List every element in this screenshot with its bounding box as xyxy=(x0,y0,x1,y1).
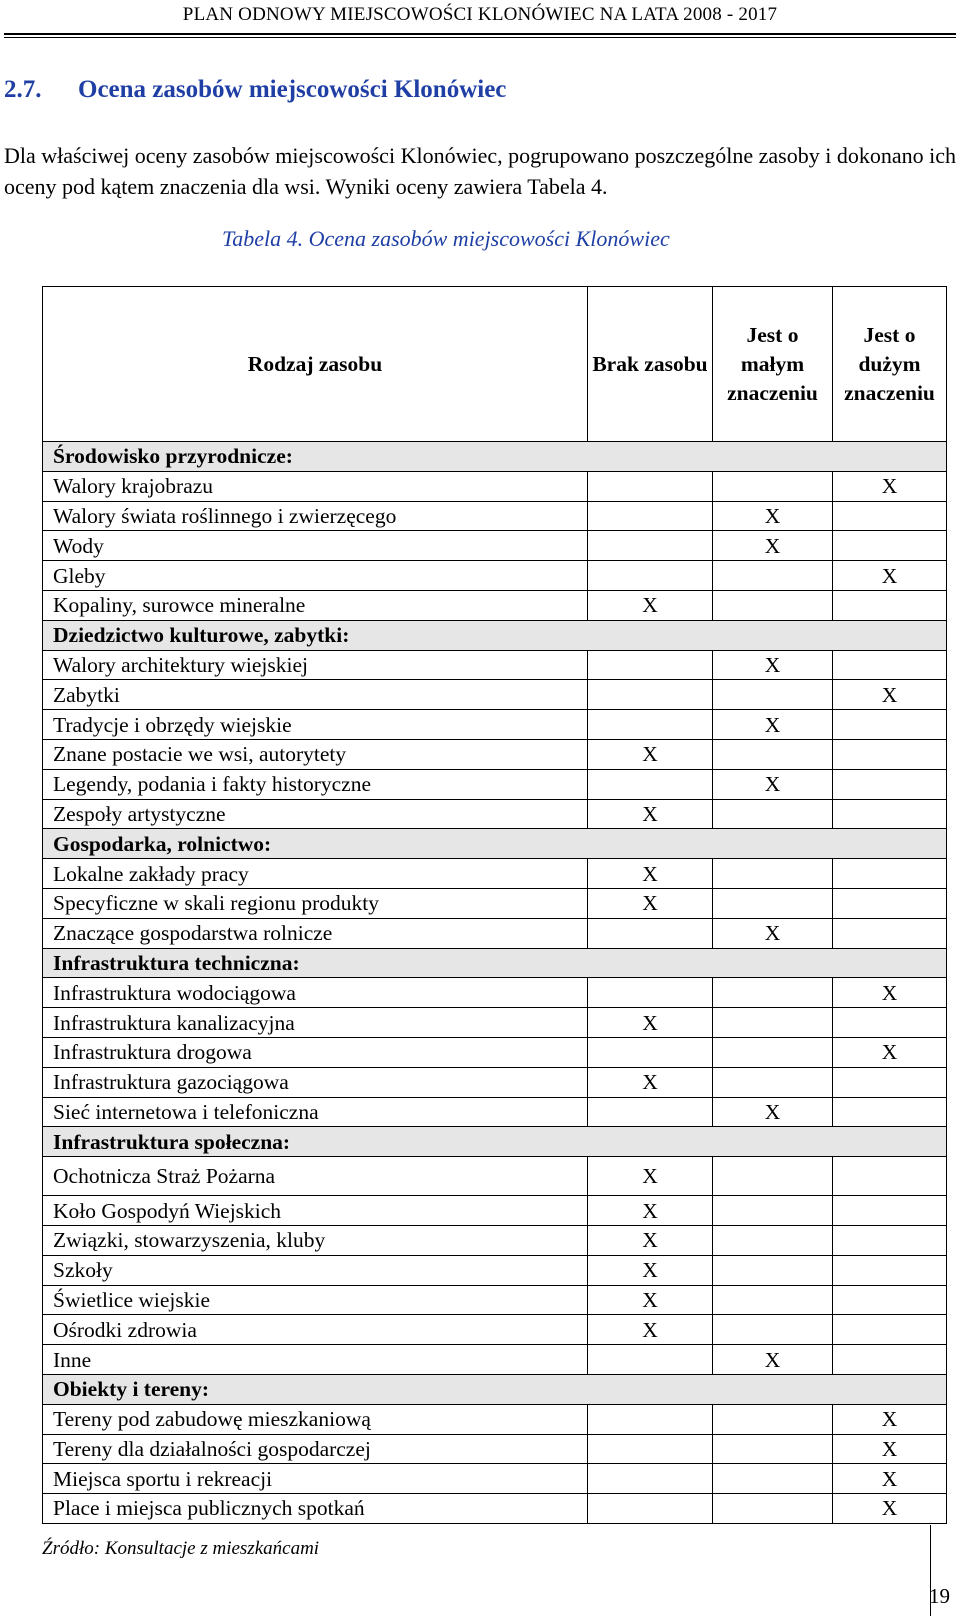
mark-high xyxy=(833,590,947,620)
mark-none xyxy=(588,1345,713,1375)
mark-none xyxy=(588,1434,713,1464)
mark-none xyxy=(588,978,713,1008)
mark-high xyxy=(833,739,947,769)
resource-label: Znaczące gospodarstwa rolnicze xyxy=(43,918,588,948)
mark-high: X xyxy=(833,1037,947,1067)
mark-low xyxy=(713,471,833,501)
mark-low: X xyxy=(713,769,833,799)
mark-none: X xyxy=(588,799,713,829)
mark-low xyxy=(713,680,833,710)
group-label: Infrastruktura społeczna: xyxy=(43,1127,947,1157)
resource-label: Miejsca sportu i rekreacji xyxy=(43,1464,588,1494)
group-label: Gospodarka, rolnictwo: xyxy=(43,829,947,859)
mark-high xyxy=(833,710,947,740)
table-caption: Tabela 4. Ocena zasobów miejscowości Klonówiec xyxy=(222,226,670,251)
resource-label: Walory architektury wiejskiej xyxy=(43,650,588,680)
resource-label: Lokalne zakłady pracy xyxy=(43,859,588,889)
mark-none xyxy=(588,918,713,948)
resource-label: Świetlice wiejskie xyxy=(43,1285,588,1315)
table-body xyxy=(43,442,947,1524)
mark-none xyxy=(588,1464,713,1494)
resource-label: Infrastruktura gazociągowa xyxy=(43,1067,588,1097)
group-label: Środowisko przyrodnicze: xyxy=(43,442,947,472)
mark-high xyxy=(833,1097,947,1127)
mark-high: X xyxy=(833,561,947,591)
table-row xyxy=(43,799,947,829)
group-label: Infrastruktura techniczna: xyxy=(43,948,947,978)
mark-none xyxy=(588,710,713,740)
mark-none: X xyxy=(588,1225,713,1255)
mark-high xyxy=(833,1255,947,1285)
mark-low xyxy=(713,859,833,889)
resource-label: Infrastruktura kanalizacyjna xyxy=(43,1008,588,1038)
mark-low xyxy=(713,739,833,769)
resource-label: Zespoły artystyczne xyxy=(43,799,588,829)
table-row xyxy=(43,739,947,769)
resource-label: Zabytki xyxy=(43,680,588,710)
table-row xyxy=(43,1345,947,1375)
resource-label: Ochotnicza Straż Pożarna xyxy=(43,1157,588,1196)
mark-none: X xyxy=(588,859,713,889)
mark-none: X xyxy=(588,739,713,769)
mark-high xyxy=(833,1315,947,1345)
running-header: PLAN ODNOWY MIEJSCOWOŚCI KLONÓWIEC NA LATA 2008 - 2017 xyxy=(182,4,778,25)
resource-label: Infrastruktura wodociągowa xyxy=(43,978,588,1008)
table-row xyxy=(43,561,947,591)
section-heading xyxy=(4,76,506,104)
group-label: Dziedzictwo kulturowe, zabytki: xyxy=(43,620,947,650)
table-row xyxy=(43,769,947,799)
table-row xyxy=(43,680,947,710)
resource-label: Tradycje i obrzędy wiejskie xyxy=(43,710,588,740)
header-none: Brak zasobu xyxy=(588,287,713,442)
resource-label: Inne xyxy=(43,1345,588,1375)
resource-label: Walory krajobrazu xyxy=(43,471,588,501)
table-group-row xyxy=(43,1374,947,1404)
table-row xyxy=(43,590,947,620)
mark-none xyxy=(588,1097,713,1127)
mark-high xyxy=(833,1008,947,1038)
resource-label: Kopaliny, surowce mineralne xyxy=(43,590,588,620)
resource-label: Sieć internetowa i telefoniczna xyxy=(43,1097,588,1127)
mark-none xyxy=(588,531,713,561)
mark-high xyxy=(833,531,947,561)
resource-label: Tereny pod zabudowę mieszkaniową xyxy=(43,1404,588,1434)
mark-low xyxy=(713,978,833,1008)
resource-label: Legendy, podania i fakty historyczne xyxy=(43,769,588,799)
mark-low: X xyxy=(713,501,833,531)
resource-label: Specyficzne w skali regionu produkty xyxy=(43,888,588,918)
table-row xyxy=(43,1464,947,1494)
table-row xyxy=(43,1255,947,1285)
table-row xyxy=(43,1494,947,1524)
mark-none xyxy=(588,769,713,799)
resource-label: Związki, stowarzyszenia, kluby xyxy=(43,1225,588,1255)
resource-label: Infrastruktura drogowa xyxy=(43,1037,588,1067)
mark-none: X xyxy=(588,888,713,918)
mark-low xyxy=(713,1285,833,1315)
mark-low xyxy=(713,1037,833,1067)
mark-high xyxy=(833,918,947,948)
header-rule-thin xyxy=(4,37,956,38)
mark-high: X xyxy=(833,978,947,1008)
mark-none xyxy=(588,1037,713,1067)
mark-high: X xyxy=(833,680,947,710)
page-number: 19 xyxy=(929,1584,950,1608)
mark-high xyxy=(833,501,947,531)
mark-high xyxy=(833,1345,947,1375)
table-group-row xyxy=(43,948,947,978)
mark-none: X xyxy=(588,1285,713,1315)
table-row xyxy=(43,1037,947,1067)
table-row xyxy=(43,531,947,561)
table-row xyxy=(43,1196,947,1226)
mark-high xyxy=(833,650,947,680)
section-title: Ocena zasobów miejscowości Klonówiec xyxy=(78,76,507,103)
mark-high: X xyxy=(833,1494,947,1524)
mark-none xyxy=(588,471,713,501)
mark-none xyxy=(588,501,713,531)
mark-none: X xyxy=(588,1008,713,1038)
mark-low xyxy=(713,1315,833,1345)
resource-label: Tereny dla działalności gospodarczej xyxy=(43,1434,588,1464)
table-row xyxy=(43,710,947,740)
mark-none: X xyxy=(588,1315,713,1345)
mark-low: X xyxy=(713,710,833,740)
mark-low xyxy=(713,888,833,918)
mark-low: X xyxy=(713,918,833,948)
table-group-row xyxy=(43,829,947,859)
mark-none xyxy=(588,1494,713,1524)
resource-label: Koło Gospodyń Wiejskich xyxy=(43,1196,588,1226)
mark-low xyxy=(713,799,833,829)
table-row xyxy=(43,1225,947,1255)
header-low-importance: Jest o małym znaczeniu xyxy=(713,287,833,442)
mark-none: X xyxy=(588,1157,713,1196)
mark-low xyxy=(713,1196,833,1226)
mark-high xyxy=(833,1196,947,1226)
section-number: 2.7. xyxy=(4,76,42,103)
mark-high xyxy=(833,769,947,799)
mark-low: X xyxy=(713,531,833,561)
mark-high: X xyxy=(833,471,947,501)
mark-low xyxy=(713,1008,833,1038)
mark-none: X xyxy=(588,1255,713,1285)
table-row xyxy=(43,1067,947,1097)
table-row xyxy=(43,1008,947,1038)
mark-low xyxy=(713,1255,833,1285)
resource-label: Ośrodki zdrowia xyxy=(43,1315,588,1345)
resource-label: Place i miejsca publicznych spotkań xyxy=(43,1494,588,1524)
mark-none: X xyxy=(588,1067,713,1097)
mark-low: X xyxy=(713,1097,833,1127)
mark-none: X xyxy=(588,590,713,620)
mark-high: X xyxy=(833,1464,947,1494)
mark-high: X xyxy=(833,1404,947,1434)
mark-low: X xyxy=(713,1345,833,1375)
mark-high xyxy=(833,799,947,829)
table-row xyxy=(43,859,947,889)
resource-label: Szkoły xyxy=(43,1255,588,1285)
table-group-row xyxy=(43,620,947,650)
table-header-row xyxy=(43,287,947,442)
table-row xyxy=(43,978,947,1008)
table-row xyxy=(43,1097,947,1127)
table-row xyxy=(43,1285,947,1315)
mark-low xyxy=(713,1464,833,1494)
table-row xyxy=(43,650,947,680)
mark-low xyxy=(713,1157,833,1196)
mark-low xyxy=(713,1404,833,1434)
table-row xyxy=(43,471,947,501)
table-group-row xyxy=(43,442,947,472)
mark-low xyxy=(713,1225,833,1255)
mark-high xyxy=(833,1067,947,1097)
resource-label: Wody xyxy=(43,531,588,561)
table-row xyxy=(43,1404,947,1434)
mark-high xyxy=(833,888,947,918)
mark-low xyxy=(713,1067,833,1097)
header-rule xyxy=(4,33,956,35)
mark-low: X xyxy=(713,650,833,680)
header-resource-type: Rodzaj zasobu xyxy=(43,287,588,442)
mark-high xyxy=(833,1157,947,1196)
group-label: Obiekty i tereny: xyxy=(43,1374,947,1404)
mark-low xyxy=(713,561,833,591)
resource-label: Gleby xyxy=(43,561,588,591)
mark-high xyxy=(833,859,947,889)
table-row xyxy=(43,1434,947,1464)
intro-paragraph: Dla właściwej oceny zasobów miejscowości Klonówiec, pogrupowano poszczególne zasoby i dokonano ich oceny pod kątem znaczenia dla wsi. Wyniki oceny zawiera Tabela 4. xyxy=(4,143,956,199)
table-source: Źródło: Konsultacje z mieszkańcami xyxy=(42,1538,320,1559)
mark-none xyxy=(588,561,713,591)
mark-none: X xyxy=(588,1196,713,1226)
table-row xyxy=(43,888,947,918)
table-row xyxy=(43,1157,947,1196)
header-high-importance: Jest o dużym znaczeniu xyxy=(833,287,947,442)
resources-table xyxy=(42,286,947,1524)
mark-high xyxy=(833,1225,947,1255)
mark-none xyxy=(588,650,713,680)
mark-low xyxy=(713,590,833,620)
mark-low xyxy=(713,1494,833,1524)
table-row xyxy=(43,918,947,948)
table-row xyxy=(43,501,947,531)
mark-high: X xyxy=(833,1434,947,1464)
table-row xyxy=(43,1315,947,1345)
resource-label: Znane postacie we wsi, autorytety xyxy=(43,739,588,769)
mark-none xyxy=(588,1404,713,1434)
mark-high xyxy=(833,1285,947,1315)
resource-label: Walory świata roślinnego i zwierzęcego xyxy=(43,501,588,531)
mark-low xyxy=(713,1434,833,1464)
table-group-row xyxy=(43,1127,947,1157)
mark-none xyxy=(588,680,713,710)
